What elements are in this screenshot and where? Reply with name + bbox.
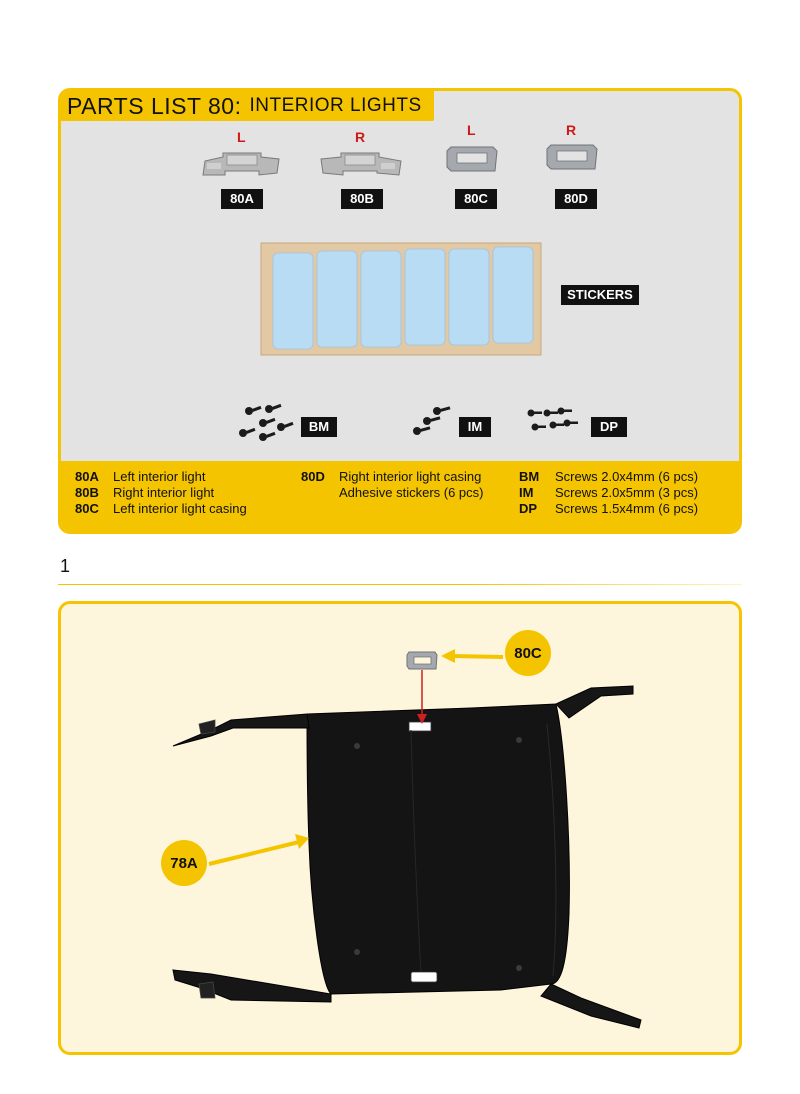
screws-bm-label: BM	[301, 417, 337, 437]
part-80a-image	[201, 149, 281, 181]
callout-80c: 80C	[505, 630, 551, 676]
legend-row: 80D Right interior light casing	[301, 469, 482, 484]
casing-80c-image	[405, 650, 439, 672]
screws-dp-image	[523, 407, 583, 441]
step-divider	[58, 584, 742, 585]
part-80a-side: L	[237, 129, 246, 145]
callout-78a-pointer-icon	[207, 834, 311, 870]
legend-row: 80C Left interior light casing	[75, 501, 247, 516]
parts-legend	[61, 461, 739, 531]
part-80d-image	[545, 141, 599, 173]
screws-im-label: IM	[459, 417, 491, 437]
legend-row: DP Screws 1.5x4mm (6 pcs)	[519, 501, 699, 516]
sticker-sheet-image	[261, 243, 543, 357]
step-number: 1	[60, 556, 71, 576]
step-panel	[58, 601, 742, 1055]
install-arrow-icon	[415, 670, 429, 726]
legend-row: 80A Left interior light	[75, 469, 206, 484]
part-80d-label: 80D	[555, 189, 597, 209]
legend-row: BM Screws 2.0x4mm (6 pcs)	[519, 469, 699, 484]
legend-column-1	[75, 469, 247, 517]
part-80c-image	[445, 143, 499, 175]
legend-row: Adhesive stickers (6 pcs)	[339, 485, 484, 500]
legend-row: 80B Right interior light	[75, 485, 215, 500]
parts-list-title-sub: INTERIOR LIGHTS	[249, 95, 422, 116]
stickers-label: STICKERS	[561, 285, 639, 305]
screws-bm-image	[235, 403, 295, 445]
callout-80c-pointer-icon	[441, 648, 505, 664]
part-80b-image	[319, 149, 403, 181]
part-80b-side: R	[355, 129, 366, 145]
part-80a-label: 80A	[221, 189, 263, 209]
screws-dp-label: DP	[591, 417, 627, 437]
parts-list-title	[61, 91, 434, 121]
screws-im-image	[411, 405, 453, 441]
part-80c-side: L	[467, 122, 476, 138]
callout-78a: 78A	[161, 840, 207, 886]
parts-list-title-main: PARTS LIST 80:	[67, 92, 242, 119]
legend-row: IM Screws 2.0x5mm (3 pcs)	[519, 485, 699, 500]
parts-list-panel	[58, 88, 742, 534]
part-80c-label: 80C	[455, 189, 497, 209]
legend-column-2	[301, 469, 484, 501]
part-80b-label: 80B	[341, 189, 383, 209]
legend-column-3	[519, 469, 698, 517]
part-80d-side: R	[566, 122, 577, 138]
